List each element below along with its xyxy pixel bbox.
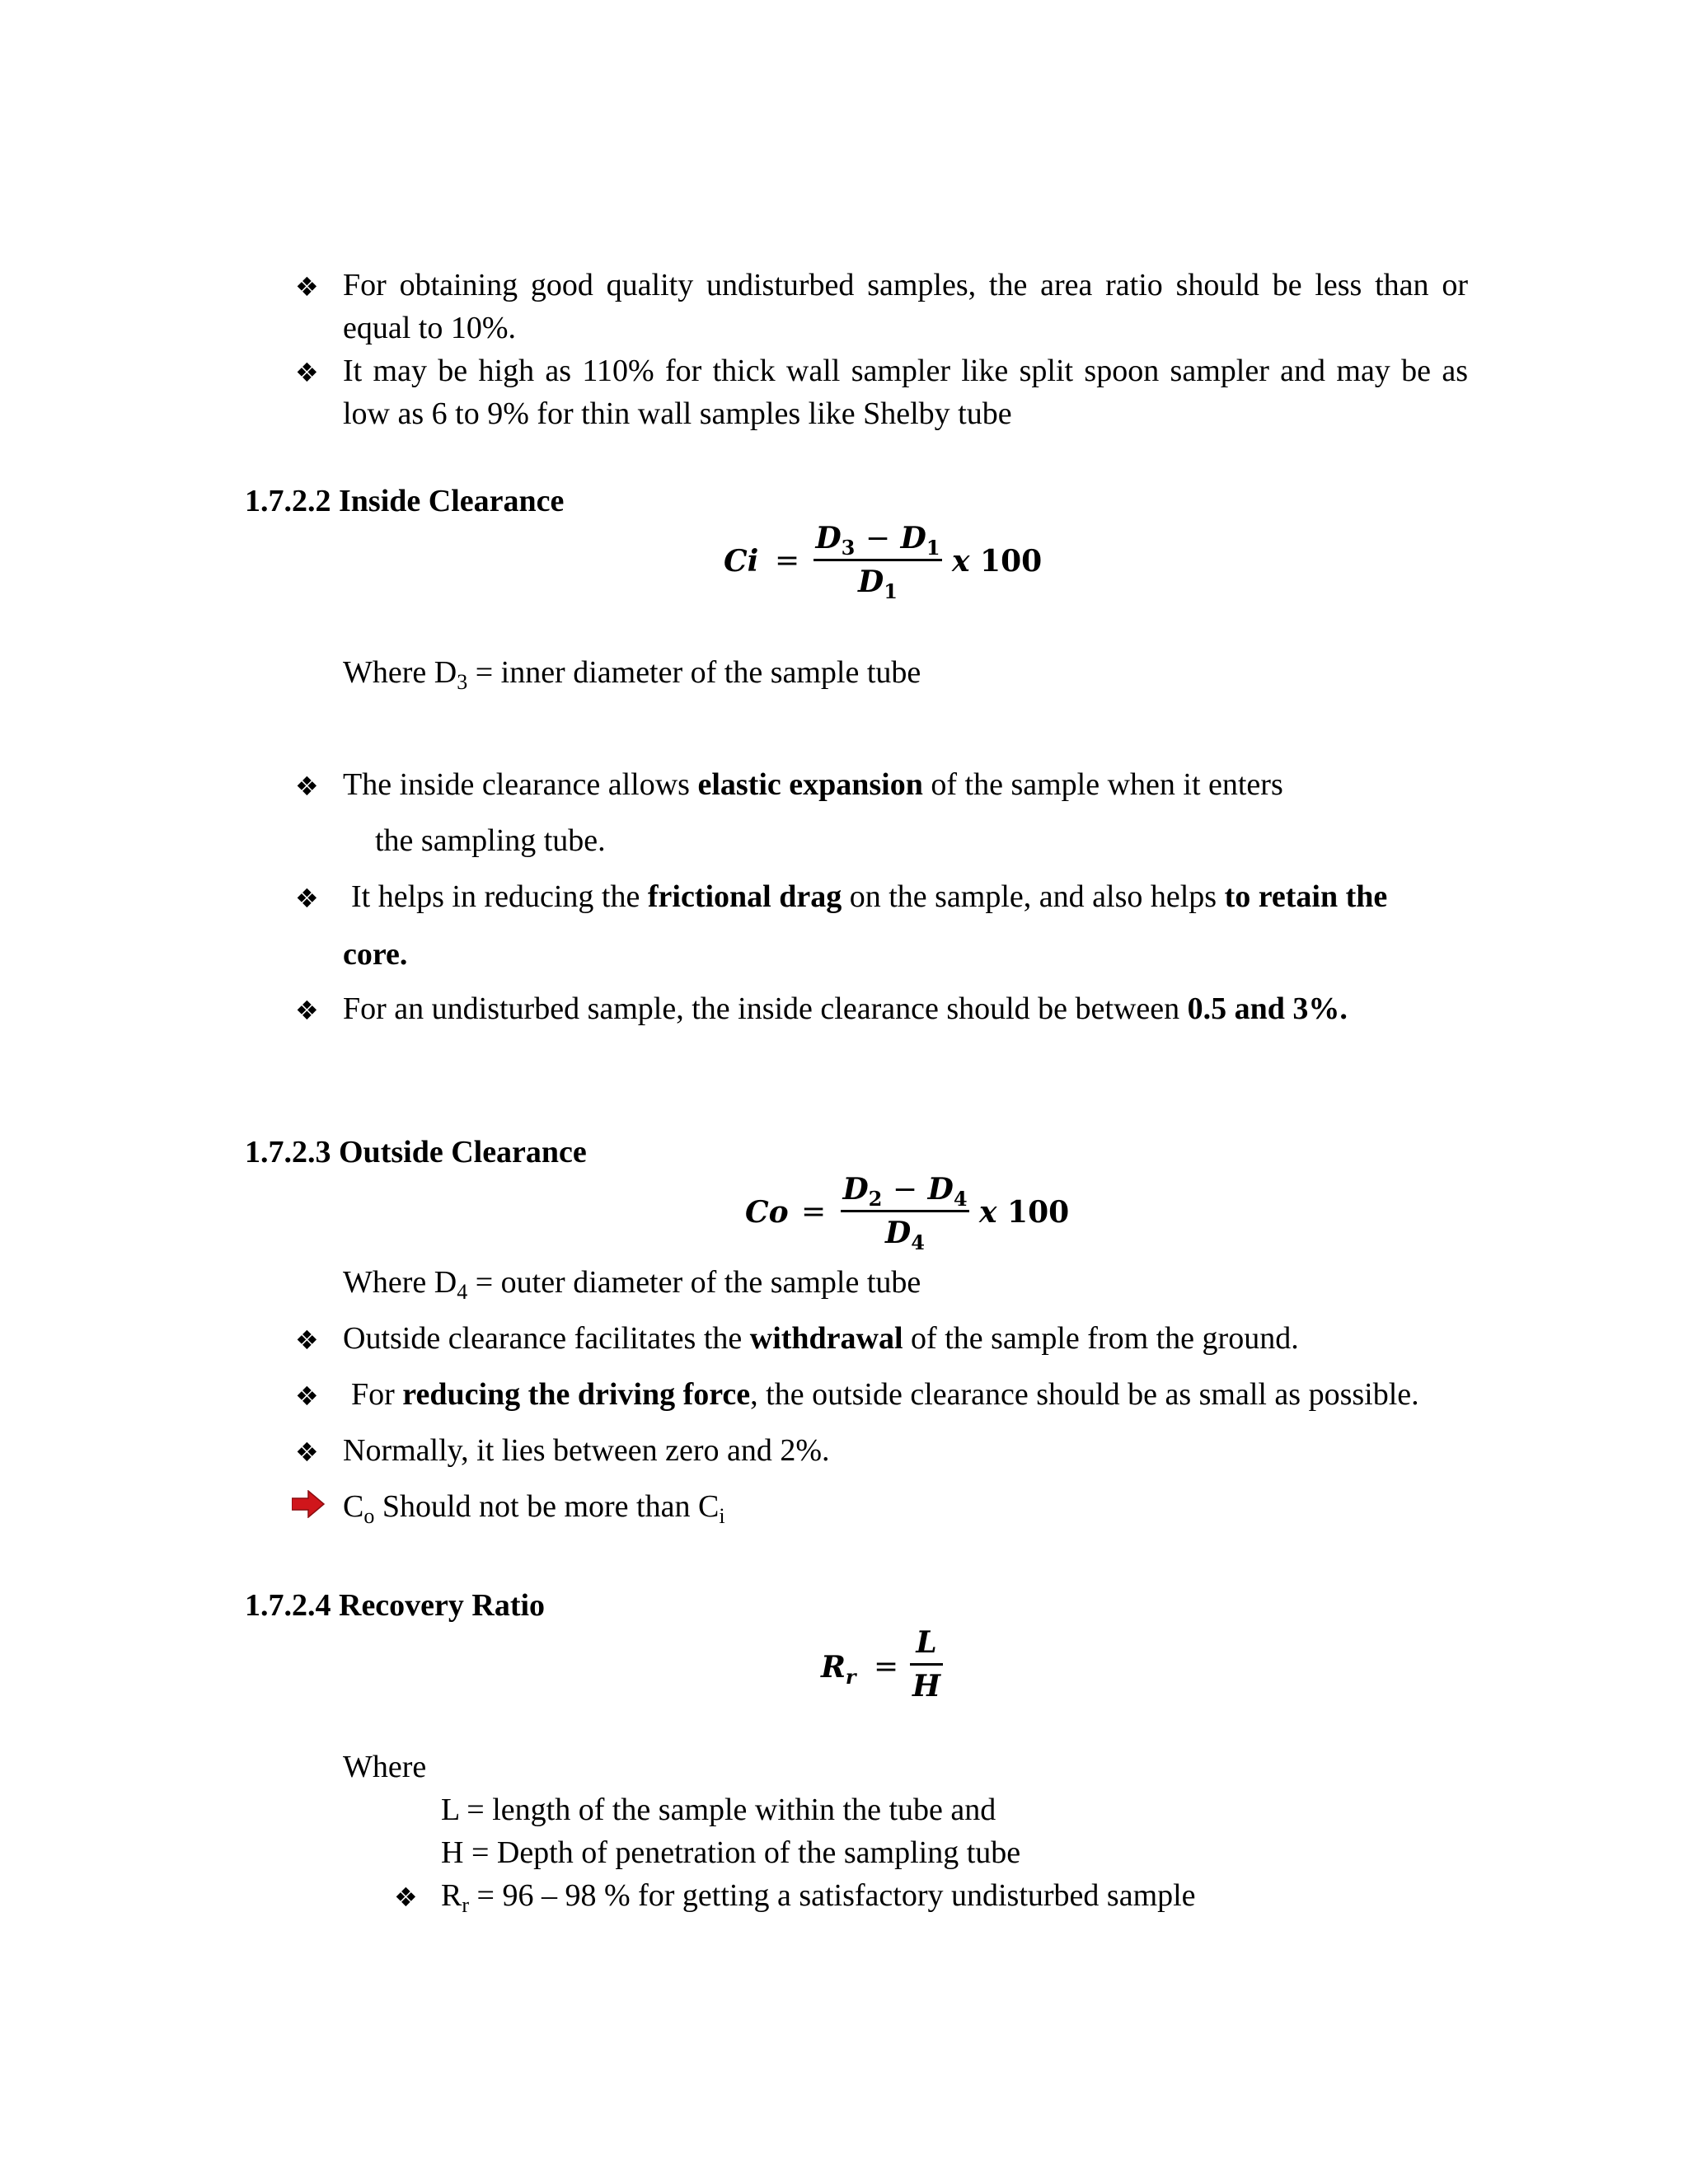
- outside-clearance-bullet-2: For reducing the driving force, the outside clearance should be as small as possible.: [351, 1377, 1419, 1412]
- inside-clearance-bullet-3: For an undisturbed sample, the inside clearance should be between 0.5 and 3%.: [343, 991, 1348, 1026]
- inside-clearance-bullet-2-cont: core.: [343, 937, 408, 972]
- diamond-bullet-icon: ❖: [295, 995, 319, 1026]
- diamond-bullet-icon: ❖: [394, 1882, 418, 1913]
- outside-clearance-bullet-1: Outside clearance facilitates the withdrawal of the sample from the ground.: [343, 1321, 1299, 1356]
- recovery-ratio-where: Where: [343, 1750, 427, 1784]
- diamond-bullet-icon: ❖: [295, 357, 319, 388]
- formula-lhs: Co: [745, 1195, 789, 1230]
- diamond-bullet-icon: ❖: [295, 1380, 319, 1412]
- diamond-bullet-icon: ❖: [295, 1436, 319, 1468]
- diamond-bullet-icon: ❖: [295, 771, 319, 802]
- diamond-bullet-icon: ❖: [295, 1324, 319, 1356]
- recovery-ratio-bullet-1: $R_r = 96 - 98$ % for getting a satisfactory undisturbed sample: [441, 1878, 1196, 1917]
- formula-fraction: $D_2 - D_4$ $D_4$: [841, 1172, 969, 1250]
- formula-multiplier: x 100: [979, 1195, 1070, 1230]
- heading-outside-clearance: 1.7.2.3 Outside Clearance: [245, 1135, 587, 1169]
- formula-fraction: $D_3 - D_1$ $D_1$: [814, 521, 942, 599]
- inside-clearance-bullet-1-cont: the sampling tube.: [375, 823, 606, 858]
- red-arrow-icon: [292, 1490, 325, 1518]
- outside-clearance-note: $C_o$ Should not be more than $C_i$: [343, 1489, 725, 1528]
- diamond-bullet-icon: ❖: [295, 271, 319, 302]
- formula-lhs: Ci: [724, 544, 759, 579]
- formula-multiplier: x 100: [952, 544, 1043, 579]
- formula-fraction: L H: [910, 1625, 943, 1704]
- formula-lhs: $R_r$: [821, 1650, 856, 1689]
- area-ratio-bullet-1: For obtaining good quality undisturbed samples, the area ratio should be less than or equal to 10%.: [343, 268, 1468, 345]
- fraction-bar: [841, 1210, 969, 1212]
- recovery-ratio-def-l: L = length of the sample within the tube and: [441, 1793, 996, 1827]
- area-ratio-bullet-2: It may be high as 110% for thick wall sampler like split spoon sampler and may be as low as 6 to 9% for thin wall samples like Shelby tube: [343, 354, 1468, 431]
- heading-inside-clearance: 1.7.2.2 Inside Clearance: [245, 484, 565, 518]
- fraction-bar: [814, 559, 942, 561]
- heading-recovery-ratio: 1.7.2.4 Recovery Ratio: [245, 1588, 546, 1623]
- diamond-bullet-icon: ❖: [295, 883, 319, 914]
- document-page: ❖ For obtaining good quality undisturbed samples, the area ratio should be less than or equal to 10%. ❖ It may be high as 110% for thick wall sampler like split spoon sampler and may be as low as 6 to 9% for thin wall samples like Shelby tube 1.7.2.2 Inside Clearance Ci = $D_3 - D_1$ $D_1$ x 100 Where $D_3$ = inner diameter of the sample tube ❖ The inside clearance allows elastic expansion of the sample when it enters the sampling tube. ❖ It helps in reducing the frictional drag on the sample, and also helps to retain the core. ❖ For an undisturbed sample, the inside clearance should be between 0.5 and 3%. 1.7.2.3 Outside Clearance Co = $D_2 - D_4$ $D_4$ x 100 Where $D_4$ = outer diameter of the sample tube ❖ Outside clearance facilitates the withdrawal of the sample from the ground. ❖ For reducing the driving force, the outside clearance should be as small as possible. ❖ Normally, it lies between zero and 2%. $C_o$ Should not be more than $C_i$ 1.7.2.4 Recovery Ratio $R_r$ = L H Where L = length of the sample within the tube and H = Depth of penetration of the sampling tube ❖ $R_r = 96 - 98$ % for getting a satisfactory undisturbed sample: [0, 0, 1688, 2184]
- fraction-bar: [910, 1663, 943, 1666]
- inside-clearance-bullet-2: It helps in reducing the frictional drag on the sample, and also helps to retain the: [351, 879, 1388, 914]
- inside-clearance-bullet-1: The inside clearance allows elastic expansion of the sample when it enters: [343, 767, 1283, 802]
- inside-clearance-where: Where $D_3$ = inner diameter of the sample tube: [343, 655, 921, 694]
- outside-clearance-bullet-3: Normally, it lies between zero and 2%.: [343, 1433, 830, 1468]
- recovery-ratio-def-h: H = Depth of penetration of the sampling tube: [441, 1835, 1021, 1870]
- outside-clearance-where: Where $D_4$ = outer diameter of the sample tube: [343, 1265, 921, 1304]
